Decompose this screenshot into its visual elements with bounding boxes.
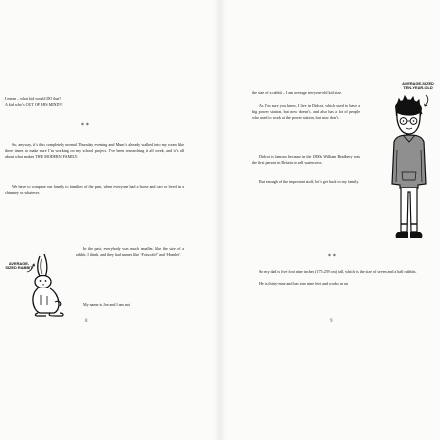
right-paragraph-2: As I’m sure you know, I live in Didcot, which used to have a big power station, but now doesn’t, and also has a lot of people who used to work at the power station, but now don’t. bbox=[252, 103, 360, 120]
kid-label: AVERAGE-SIZED TEN-YEAR-OLD bbox=[402, 81, 434, 91]
right-page bbox=[220, 0, 440, 440]
right-paragraph-4: But enough of the important stuff, let’s get back to my family. bbox=[259, 179, 360, 184]
page-number-left: 8 bbox=[85, 319, 88, 324]
left-paragraph-1: So, anyway, it’s this completely normal Thursday evening and Mum’s already walked into my room like three times to make sure I’m working on my school project. I’ve been researching it all week, and it’s all about what makes THE MODERN FAMILY. bbox=[5, 142, 184, 159]
boy-illustration bbox=[388, 92, 430, 252]
scene-break-right: * * bbox=[328, 253, 336, 260]
page-number-right: 9 bbox=[330, 319, 333, 324]
left-paragraph-3: In the past, everybody was much smaller, like the size of a rabbit, I think, and they had names like ‘Fotscoth!’ and ‘Hamlet’. bbox=[76, 246, 184, 257]
rabbit-illustration bbox=[26, 250, 70, 320]
left-paragraph-4: My name is Joe and I am not bbox=[83, 302, 130, 307]
right-paragraph-3: Didcot is famous because in the 1800s William Bradbery was the first person in Britain to sell watercress. bbox=[252, 154, 360, 165]
right-paragraph-6: He is thirty-nine and has size nine feet and works in an bbox=[259, 281, 348, 286]
rabbit-label: AVERAGE-SIZED RABBIT bbox=[5, 261, 33, 271]
opening-line-1: I mean – what kid would DO that? bbox=[5, 96, 62, 101]
scene-break-left: * * bbox=[81, 122, 89, 129]
left-paragraph-2: We have to compare our family to families of the past, when everyone had a horse and cart or lived in a chimney or whatever. bbox=[5, 184, 184, 195]
opening-line-2: A kid who’s OUT OF HIS MIND?! bbox=[5, 102, 63, 107]
right-paragraph-1: the size of a rabbit – I am average ten-year-old kid size. bbox=[252, 90, 342, 95]
right-paragraph-5: So my dad is five foot nine inches (175.259 cm) tall, which is the size of seven and a half rabbits. bbox=[259, 269, 417, 274]
